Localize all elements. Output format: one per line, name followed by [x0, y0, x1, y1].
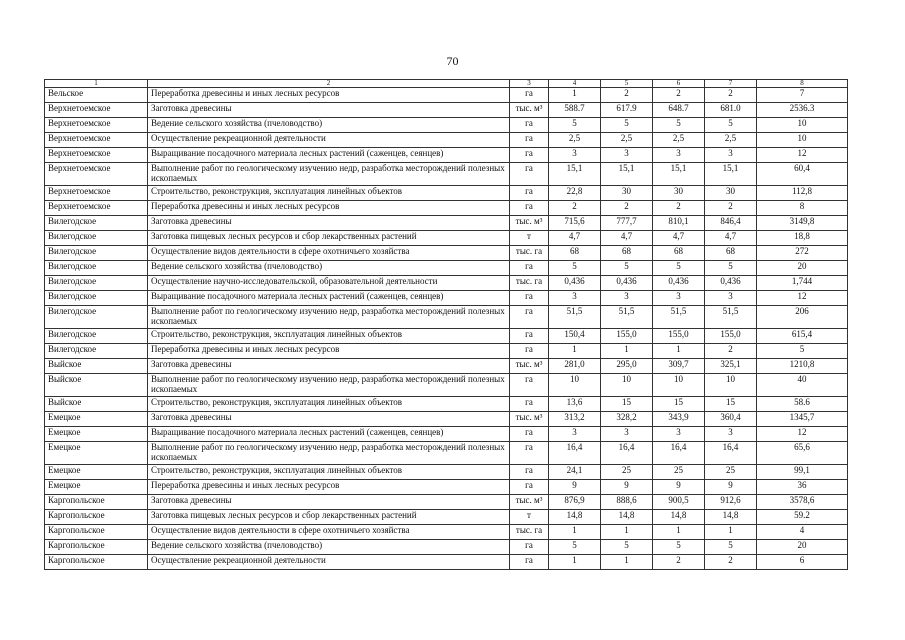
- activity-cell: Переработка древесины и иных лесных ресурсов: [148, 480, 510, 495]
- district-cell: Вилегодское: [45, 329, 148, 344]
- district-cell: Верхнетоемское: [45, 103, 148, 118]
- value-cell: 15: [705, 397, 757, 412]
- table-row: [45, 261, 848, 276]
- value-cell: 16,4: [601, 442, 653, 465]
- unit-cell: тыс. м³: [510, 412, 549, 427]
- total-cell: 59.2: [757, 510, 848, 525]
- district-cell: Верхнетоемское: [45, 133, 148, 148]
- table-row: [45, 442, 848, 465]
- value-cell: 14,8: [653, 510, 705, 525]
- value-cell: 51,5: [601, 306, 653, 329]
- value-cell: 68: [705, 246, 757, 261]
- value-cell: 0,436: [653, 276, 705, 291]
- value-cell: 2: [601, 88, 653, 103]
- activity-cell: Осуществление рекреационной деятельности: [148, 555, 510, 570]
- value-cell: 3: [601, 427, 653, 442]
- district-cell: Каргопольское: [45, 555, 148, 570]
- unit-cell: т: [510, 231, 549, 246]
- value-cell: 0,436: [705, 276, 757, 291]
- value-cell: 1: [653, 525, 705, 540]
- value-cell: 2,5: [601, 133, 653, 148]
- value-cell: 15,1: [549, 163, 601, 186]
- value-cell: 5: [601, 118, 653, 133]
- total-cell: 5: [757, 344, 848, 359]
- total-cell: 20: [757, 540, 848, 555]
- value-cell: 2: [653, 201, 705, 216]
- total-cell: 3149,8: [757, 216, 848, 231]
- value-cell: 3: [601, 148, 653, 163]
- table-row: [45, 555, 848, 570]
- total-cell: 36: [757, 480, 848, 495]
- value-cell: 3: [653, 291, 705, 306]
- activity-cell: Выращивание посадочного материала лесных растений (саженцев, сеянцев): [148, 427, 510, 442]
- value-cell: 3: [653, 148, 705, 163]
- unit-cell: га: [510, 163, 549, 186]
- table-row: [45, 495, 848, 510]
- value-cell: 68: [601, 246, 653, 261]
- value-cell: 912,6: [705, 495, 757, 510]
- activity-cell: Заготовка пищевых лесных ресурсов и сбор лекарственных растений: [148, 231, 510, 246]
- unit-cell: га: [510, 133, 549, 148]
- value-cell: 777,7: [601, 216, 653, 231]
- activity-cell: Строительство, реконструкция, эксплуатация линейных объектов: [148, 397, 510, 412]
- value-cell: 876,9: [549, 495, 601, 510]
- value-cell: 22,8: [549, 186, 601, 201]
- value-cell: 51,5: [549, 306, 601, 329]
- district-cell: Верхнетоемское: [45, 118, 148, 133]
- value-cell: 313,2: [549, 412, 601, 427]
- value-cell: 1: [601, 555, 653, 570]
- district-cell: Верхнетоемское: [45, 163, 148, 186]
- unit-cell: га: [510, 374, 549, 397]
- activity-cell: Переработка древесины и иных лесных ресурсов: [148, 201, 510, 216]
- value-cell: 2: [705, 555, 757, 570]
- table-row: [45, 540, 848, 555]
- value-cell: 715,6: [549, 216, 601, 231]
- value-cell: 5: [549, 118, 601, 133]
- unit-cell: тыс. м³: [510, 359, 549, 374]
- activity-cell: Осуществление рекреационной деятельности: [148, 133, 510, 148]
- value-cell: 1: [705, 525, 757, 540]
- total-cell: 10: [757, 133, 848, 148]
- activity-cell: Заготовка древесины: [148, 359, 510, 374]
- table-row: [45, 359, 848, 374]
- unit-cell: га: [510, 261, 549, 276]
- district-cell: Вилегодское: [45, 246, 148, 261]
- value-cell: 10: [601, 374, 653, 397]
- value-cell: 2: [653, 555, 705, 570]
- activity-cell: Ведение сельского хозяйства (пчеловодство): [148, 118, 510, 133]
- value-cell: 15: [653, 397, 705, 412]
- value-cell: 25: [653, 465, 705, 480]
- value-cell: 343,9: [653, 412, 705, 427]
- total-cell: 99,1: [757, 465, 848, 480]
- header-cell: 8: [757, 80, 848, 88]
- value-cell: 328,2: [601, 412, 653, 427]
- unit-cell: тыс. га: [510, 246, 549, 261]
- value-cell: 5: [705, 261, 757, 276]
- value-cell: 3: [601, 291, 653, 306]
- value-cell: 9: [549, 480, 601, 495]
- total-cell: 4: [757, 525, 848, 540]
- unit-cell: тыс. га: [510, 525, 549, 540]
- unit-cell: га: [510, 186, 549, 201]
- activity-cell: Выполнение работ по геологическому изучению недр, разработка месторождений полезных ископаемых: [148, 306, 510, 329]
- table-row: [45, 133, 848, 148]
- table-row: [45, 397, 848, 412]
- value-cell: 0,436: [549, 276, 601, 291]
- header-cell: 6: [653, 80, 705, 88]
- total-cell: 60,4: [757, 163, 848, 186]
- activity-cell: Строительство, реконструкция, эксплуатация линейных объектов: [148, 329, 510, 344]
- table-row: [45, 412, 848, 427]
- district-cell: Каргопольское: [45, 525, 148, 540]
- value-cell: 15,1: [601, 163, 653, 186]
- table-row: [45, 465, 848, 480]
- activity-cell: Ведение сельского хозяйства (пчеловодство): [148, 540, 510, 555]
- value-cell: 68: [549, 246, 601, 261]
- unit-cell: га: [510, 118, 549, 133]
- total-cell: 1,744: [757, 276, 848, 291]
- value-cell: 9: [705, 480, 757, 495]
- activity-cell: Выполнение работ по геологическому изучению недр, разработка месторождений полезных ископаемых: [148, 374, 510, 397]
- total-cell: 18,8: [757, 231, 848, 246]
- value-cell: 10: [549, 374, 601, 397]
- district-cell: Верхнетоемское: [45, 186, 148, 201]
- value-cell: 5: [653, 540, 705, 555]
- value-cell: 2,5: [549, 133, 601, 148]
- total-cell: 7: [757, 88, 848, 103]
- activity-cell: Заготовка древесины: [148, 216, 510, 231]
- value-cell: 3: [705, 148, 757, 163]
- total-cell: 3578,6: [757, 495, 848, 510]
- value-cell: 9: [653, 480, 705, 495]
- value-cell: 295,0: [601, 359, 653, 374]
- value-cell: 3: [549, 427, 601, 442]
- value-cell: 16,4: [705, 442, 757, 465]
- table-row: [45, 510, 848, 525]
- unit-cell: га: [510, 397, 549, 412]
- unit-cell: га: [510, 291, 549, 306]
- value-cell: 5: [601, 540, 653, 555]
- page-number: 70: [446, 54, 459, 68]
- value-cell: 3: [653, 427, 705, 442]
- unit-cell: га: [510, 344, 549, 359]
- value-cell: 10: [705, 374, 757, 397]
- value-cell: 900,5: [653, 495, 705, 510]
- activity-cell: Осуществление видов деятельности в сфере охотничьего хозяйства: [148, 525, 510, 540]
- forest-use-table: [44, 79, 848, 570]
- table-row: [45, 216, 848, 231]
- district-cell: Емецкое: [45, 442, 148, 465]
- unit-cell: га: [510, 480, 549, 495]
- value-cell: 681.0: [705, 103, 757, 118]
- value-cell: 5: [549, 540, 601, 555]
- value-cell: 2: [705, 201, 757, 216]
- table-row: [45, 276, 848, 291]
- district-cell: Верхнетоемское: [45, 148, 148, 163]
- total-cell: 8: [757, 201, 848, 216]
- district-cell: Вилегодское: [45, 231, 148, 246]
- total-cell: 10: [757, 118, 848, 133]
- unit-cell: тыс. м³: [510, 495, 549, 510]
- value-cell: 30: [705, 186, 757, 201]
- unit-cell: тыс. га: [510, 276, 549, 291]
- activity-cell: Выращивание посадочного материала лесных растений (саженцев, сеянцев): [148, 291, 510, 306]
- district-cell: Емецкое: [45, 412, 148, 427]
- total-cell: 112,8: [757, 186, 848, 201]
- value-cell: 2: [549, 201, 601, 216]
- district-cell: Каргопольское: [45, 510, 148, 525]
- value-cell: 150,4: [549, 329, 601, 344]
- value-cell: 14,8: [549, 510, 601, 525]
- header-cell: 2: [148, 80, 510, 88]
- total-cell: 2536.3: [757, 103, 848, 118]
- value-cell: 648.7: [653, 103, 705, 118]
- activity-cell: Строительство, реконструкция, эксплуатация линейных объектов: [148, 186, 510, 201]
- total-cell: 12: [757, 148, 848, 163]
- value-cell: 155,0: [601, 329, 653, 344]
- value-cell: 1: [549, 88, 601, 103]
- value-cell: 5: [705, 118, 757, 133]
- value-cell: 1: [653, 344, 705, 359]
- unit-cell: га: [510, 148, 549, 163]
- table-header-row: [45, 80, 848, 88]
- activity-cell: Выполнение работ по геологическому изучению недр, разработка месторождений полезных ископаемых: [148, 442, 510, 465]
- unit-cell: га: [510, 88, 549, 103]
- district-cell: Вилегодское: [45, 276, 148, 291]
- activity-cell: Строительство, реконструкция, эксплуатация линейных объектов: [148, 465, 510, 480]
- value-cell: 2: [705, 344, 757, 359]
- value-cell: 16,4: [653, 442, 705, 465]
- district-cell: Вельское: [45, 88, 148, 103]
- total-cell: 6: [757, 555, 848, 570]
- unit-cell: га: [510, 465, 549, 480]
- value-cell: 0,436: [601, 276, 653, 291]
- activity-cell: Переработка древесины и иных лесных ресурсов: [148, 344, 510, 359]
- value-cell: 1: [549, 344, 601, 359]
- district-cell: Каргопольское: [45, 495, 148, 510]
- value-cell: 24,1: [549, 465, 601, 480]
- unit-cell: га: [510, 555, 549, 570]
- value-cell: 2,5: [705, 133, 757, 148]
- value-cell: 4,7: [549, 231, 601, 246]
- value-cell: 3: [705, 291, 757, 306]
- table-row: [45, 88, 848, 103]
- total-cell: 206: [757, 306, 848, 329]
- activity-cell: Заготовка пищевых лесных ресурсов и сбор лекарственных растений: [148, 510, 510, 525]
- value-cell: 16,4: [549, 442, 601, 465]
- district-cell: Выйское: [45, 397, 148, 412]
- table-row: [45, 480, 848, 495]
- district-cell: Вилегодское: [45, 306, 148, 329]
- value-cell: 588.7: [549, 103, 601, 118]
- value-cell: 309,7: [653, 359, 705, 374]
- value-cell: 30: [653, 186, 705, 201]
- total-cell: 272: [757, 246, 848, 261]
- total-cell: 65,6: [757, 442, 848, 465]
- value-cell: 30: [601, 186, 653, 201]
- table-row: [45, 201, 848, 216]
- unit-cell: га: [510, 427, 549, 442]
- district-cell: Вилегодское: [45, 344, 148, 359]
- header-cell: 1: [45, 80, 148, 88]
- value-cell: 68: [653, 246, 705, 261]
- value-cell: 5: [549, 261, 601, 276]
- table-row: [45, 103, 848, 118]
- value-cell: 15,1: [705, 163, 757, 186]
- total-cell: 58.6: [757, 397, 848, 412]
- value-cell: 846,4: [705, 216, 757, 231]
- activity-cell: Заготовка древесины: [148, 495, 510, 510]
- activity-cell: Осуществление научно-исследовательской, образовательной деятельности: [148, 276, 510, 291]
- district-cell: Верхнетоемское: [45, 201, 148, 216]
- value-cell: 51,5: [705, 306, 757, 329]
- activity-cell: Выращивание посадочного материала лесных растений (саженцев, сеянцев): [148, 148, 510, 163]
- unit-cell: тыс. м³: [510, 103, 549, 118]
- unit-cell: га: [510, 306, 549, 329]
- header-cell: 4: [549, 80, 601, 88]
- activity-cell: Осуществление видов деятельности в сфере охотничьего хозяйства: [148, 246, 510, 261]
- total-cell: 615,4: [757, 329, 848, 344]
- table-row: [45, 427, 848, 442]
- total-cell: 1210,8: [757, 359, 848, 374]
- district-cell: Емецкое: [45, 465, 148, 480]
- value-cell: 155,0: [705, 329, 757, 344]
- value-cell: 5: [653, 261, 705, 276]
- value-cell: 1: [601, 344, 653, 359]
- value-cell: 810,1: [653, 216, 705, 231]
- total-cell: 12: [757, 427, 848, 442]
- value-cell: 2: [601, 201, 653, 216]
- value-cell: 155,0: [653, 329, 705, 344]
- table-row: [45, 306, 848, 329]
- activity-cell: Заготовка древесины: [148, 103, 510, 118]
- header-cell: 3: [510, 80, 549, 88]
- value-cell: 3: [549, 148, 601, 163]
- value-cell: 10: [653, 374, 705, 397]
- value-cell: 25: [601, 465, 653, 480]
- table-row: [45, 148, 848, 163]
- value-cell: 325,1: [705, 359, 757, 374]
- table-row: [45, 231, 848, 246]
- table-row: [45, 525, 848, 540]
- total-cell: 1345,7: [757, 412, 848, 427]
- value-cell: 3: [705, 427, 757, 442]
- activity-cell: Переработка древесины и иных лесных ресурсов: [148, 88, 510, 103]
- table-row: [45, 118, 848, 133]
- value-cell: 281,0: [549, 359, 601, 374]
- table-row: [45, 163, 848, 186]
- district-cell: Выйское: [45, 359, 148, 374]
- value-cell: 1: [549, 525, 601, 540]
- unit-cell: га: [510, 329, 549, 344]
- unit-cell: тыс. м³: [510, 216, 549, 231]
- table-row: [45, 291, 848, 306]
- value-cell: 888,6: [601, 495, 653, 510]
- table-row: [45, 344, 848, 359]
- value-cell: 5: [705, 540, 757, 555]
- value-cell: 1: [549, 555, 601, 570]
- value-cell: 2: [705, 88, 757, 103]
- table-row: [45, 374, 848, 397]
- unit-cell: га: [510, 442, 549, 465]
- table-row: [45, 329, 848, 344]
- value-cell: 9: [601, 480, 653, 495]
- unit-cell: га: [510, 201, 549, 216]
- value-cell: 5: [653, 118, 705, 133]
- activity-cell: Ведение сельского хозяйства (пчеловодство): [148, 261, 510, 276]
- value-cell: 15: [601, 397, 653, 412]
- value-cell: 617.9: [601, 103, 653, 118]
- total-cell: 20: [757, 261, 848, 276]
- header-cell: 5: [601, 80, 653, 88]
- district-cell: Вилегодское: [45, 216, 148, 231]
- total-cell: 12: [757, 291, 848, 306]
- district-cell: Вилегодское: [45, 261, 148, 276]
- value-cell: 4,7: [601, 231, 653, 246]
- value-cell: 2: [653, 88, 705, 103]
- total-cell: 40: [757, 374, 848, 397]
- activity-cell: Заготовка древесины: [148, 412, 510, 427]
- district-cell: Емецкое: [45, 480, 148, 495]
- district-cell: Выйское: [45, 374, 148, 397]
- district-cell: Вилегодское: [45, 291, 148, 306]
- value-cell: 5: [601, 261, 653, 276]
- table-body: [45, 80, 848, 570]
- value-cell: 2,5: [653, 133, 705, 148]
- value-cell: 4,7: [705, 231, 757, 246]
- district-cell: Емецкое: [45, 427, 148, 442]
- value-cell: 51,5: [653, 306, 705, 329]
- activity-cell: Выполнение работ по геологическому изучению недр, разработка месторождений полезных ископаемых: [148, 163, 510, 186]
- value-cell: 4,7: [653, 231, 705, 246]
- unit-cell: т: [510, 510, 549, 525]
- table-row: [45, 186, 848, 201]
- value-cell: 1: [601, 525, 653, 540]
- value-cell: 14,8: [601, 510, 653, 525]
- table-row: [45, 246, 848, 261]
- district-cell: Каргопольское: [45, 540, 148, 555]
- value-cell: 3: [549, 291, 601, 306]
- header-cell: 7: [705, 80, 757, 88]
- value-cell: 14,8: [705, 510, 757, 525]
- value-cell: 13,6: [549, 397, 601, 412]
- value-cell: 25: [705, 465, 757, 480]
- value-cell: 360,4: [705, 412, 757, 427]
- unit-cell: га: [510, 540, 549, 555]
- value-cell: 15,1: [653, 163, 705, 186]
